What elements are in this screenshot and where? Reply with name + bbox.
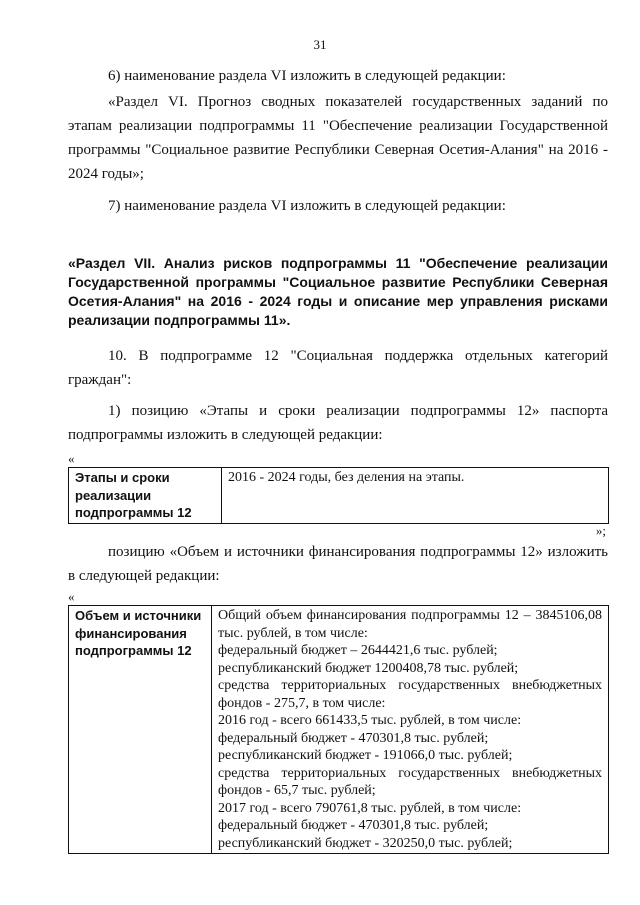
financing-line: 2017 год - всего 790761,8 тыс. рублей, в том числе: — [218, 800, 522, 816]
financing-line: республиканский бюджет - 320250,0 тыс. рублей; — [218, 835, 513, 851]
financing-line: федеральный бюджет - 470301,8 тыс. рублей; — [218, 730, 489, 746]
stages-value: 2016 - 2024 годы, без деления на этапы. — [222, 468, 609, 524]
quote-open: « — [68, 451, 75, 466]
financing-label: Объем и источники финансирования подпрограммы 12 — [69, 606, 212, 854]
financing-line: Общий объем финансирования подпрограммы 12 – 3845106,08 тыс. рублей, в том числе: — [218, 608, 602, 641]
paragraph-item-10: 10. В подпрограмме 12 "Социальная поддержка отдельных категорий граждан": — [68, 348, 608, 388]
table-row — [69, 468, 609, 524]
paragraph-item-6: 6) наименование раздела VI изложить в следующей редакции: — [108, 68, 506, 84]
paragraph-financing-position: позицию «Объем и источники финансирования подпрограммы 12» изложить в следующей редакции: — [68, 544, 608, 584]
financing-line: республиканский бюджет - 191066,0 тыс. рублей; — [218, 748, 513, 763]
paragraph-item-7: 7) наименование раздела VI изложить в следующей редакции: — [108, 198, 506, 214]
paragraph-section-6-text: «Раздел VI. Прогноз сводных показателей государственных заданий по этапам реализации подпрограммы 11 "Обеспечение реализации Государственной программы "Социальное развитие Республики Северная Осетия-Алания" на 2016 - 2024 годы»; — [68, 94, 608, 182]
financing-line: республиканский бюджет 1200408,78 тыс. рублей; — [218, 660, 519, 676]
page-number: 31 — [313, 37, 327, 52]
financing-table — [68, 605, 609, 854]
paragraph-item-1: 1) позицию «Этапы и сроки реализации подпрограммы 12» паспорта подпрограммы изложить в следующей редакции: — [68, 403, 608, 443]
table-row — [69, 606, 609, 854]
financing-line: 2016 год - всего 661433,5 тыс. рублей, в том числе: — [218, 713, 522, 728]
financing-line: средства территориальных государственных внебюджетных фондов - 65,7 тыс. рублей; — [218, 765, 602, 798]
stages-label: Этапы и сроки реализации подпрограммы 12 — [69, 468, 222, 524]
financing-line: федеральный бюджет - 470301,8 тыс. рублей; — [218, 818, 489, 833]
quote-close: »; — [595, 523, 606, 538]
stages-table — [68, 467, 609, 524]
paragraph-section-7-text: «Раздел VII. Анализ рисков подпрограммы 11 "Обеспечение реализации Государственной программы "Социальное развитие Республики Северная Осетия-Алания" на 2016 - 2024 годы и описание мер управления рисками реализации подпрограммы 11». — [68, 255, 608, 328]
quote-open: « — [68, 589, 75, 604]
financing-value — [212, 606, 609, 854]
financing-line: средства территориальных государственных внебюджетных фондов - 275,7, в том числе: — [218, 678, 602, 711]
financing-line: федеральный бюджет – 2644421,6 тыс. рублей; — [218, 643, 498, 658]
